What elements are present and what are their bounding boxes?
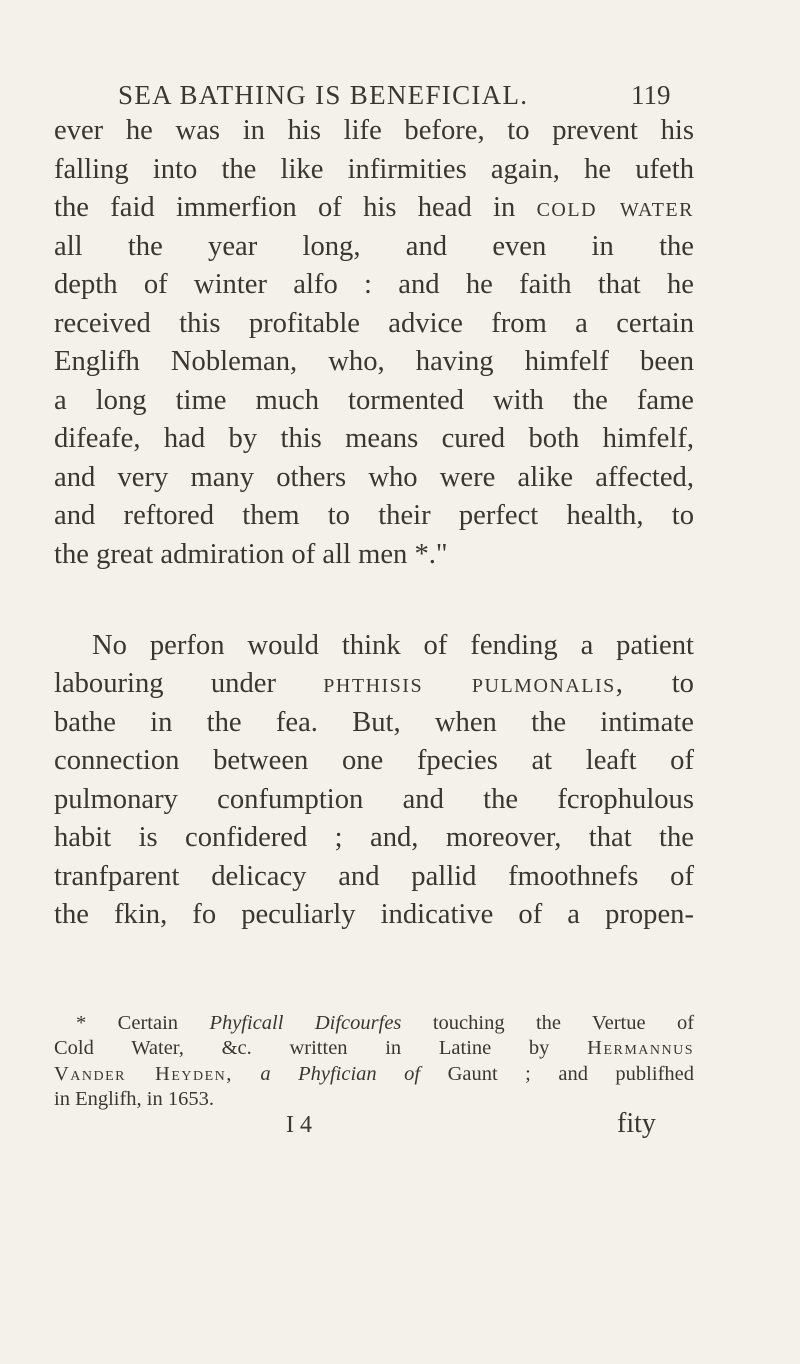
running-title: SEA BATHING IS BENEFICIAL. <box>118 80 529 110</box>
text-line: a long time much tormented with the fame <box>54 384 694 416</box>
footnote-italic: a Phyfician of <box>260 1062 421 1085</box>
small-caps-term: cold water <box>536 192 694 224</box>
footnote-author: Vander Heyden, <box>54 1062 233 1085</box>
footnote-marker: * <box>76 1012 87 1034</box>
text-line <box>54 627 694 666</box>
text-line: tranfparent delicacy and pallid fmoothnefs of <box>54 860 694 892</box>
footnote-line: in Englifh, in 1653. <box>54 1088 215 1111</box>
text-segment: the faid immerfion of his head in <box>54 192 516 224</box>
body-text <box>54 112 694 935</box>
text-line: Englifh Nobleman, who, having himfelf been <box>54 346 694 378</box>
signature-mark: I 4 <box>286 1112 312 1138</box>
text-line: falling into the like infirmities again, he ufeth <box>54 153 694 185</box>
footnote-line <box>54 1062 694 1087</box>
catchword: fity <box>617 1108 656 1139</box>
small-caps-term: phthisis pulmonalis, <box>323 668 625 700</box>
footnote-line <box>54 1036 694 1061</box>
text-line: depth of winter alfo : and he faith that he <box>54 269 694 301</box>
text-line: bathe in the fea. But, when the intimate <box>54 706 694 738</box>
text-line: habit is confidered ; and, moreover, that the <box>54 822 694 854</box>
paragraph-gap <box>54 575 694 627</box>
text-line: the great admiration of all men *." <box>54 539 448 571</box>
text-line: connection between one fpecies at leaft of <box>54 745 694 777</box>
footnote-title: Phyficall Difcourfes <box>209 1012 402 1034</box>
text-line: difeafe, had by this means cured both himfelf, <box>54 423 694 455</box>
text-segment: No perfon would think of fending a patient <box>92 629 694 661</box>
text-line: ever he was in his life before, to prevent his <box>54 115 694 146</box>
footnote-author: Hermannus <box>587 1037 695 1060</box>
footnote-text: Certain <box>117 1012 179 1034</box>
text-line: and reftored them to their perfect health, to <box>54 500 694 532</box>
text-line <box>54 189 694 228</box>
text-line: and very many others who were alike affected, <box>54 461 694 493</box>
footnote-text: Cold Water, &c. written in Latine by <box>54 1037 550 1060</box>
text-line <box>54 665 694 704</box>
text-line: pulmonary confumption and the fcrophulous <box>54 783 694 815</box>
page-number: 119 <box>631 80 671 110</box>
text-segment: labouring under <box>54 668 276 700</box>
footnote <box>54 1011 694 1113</box>
text-segment: all the year long, and even in the <box>54 230 694 262</box>
footnote-text: touching the Vertue of <box>432 1012 695 1034</box>
text-line: the fkin, fo peculiarly indicative of a propen- <box>54 899 694 931</box>
text-line <box>54 228 694 267</box>
footnote-text: Gaunt ; and publifhed <box>447 1062 694 1085</box>
text-segment: to <box>671 668 694 700</box>
footnote-line <box>54 1011 694 1036</box>
text-line: received this profitable advice from a certain <box>54 307 694 339</box>
